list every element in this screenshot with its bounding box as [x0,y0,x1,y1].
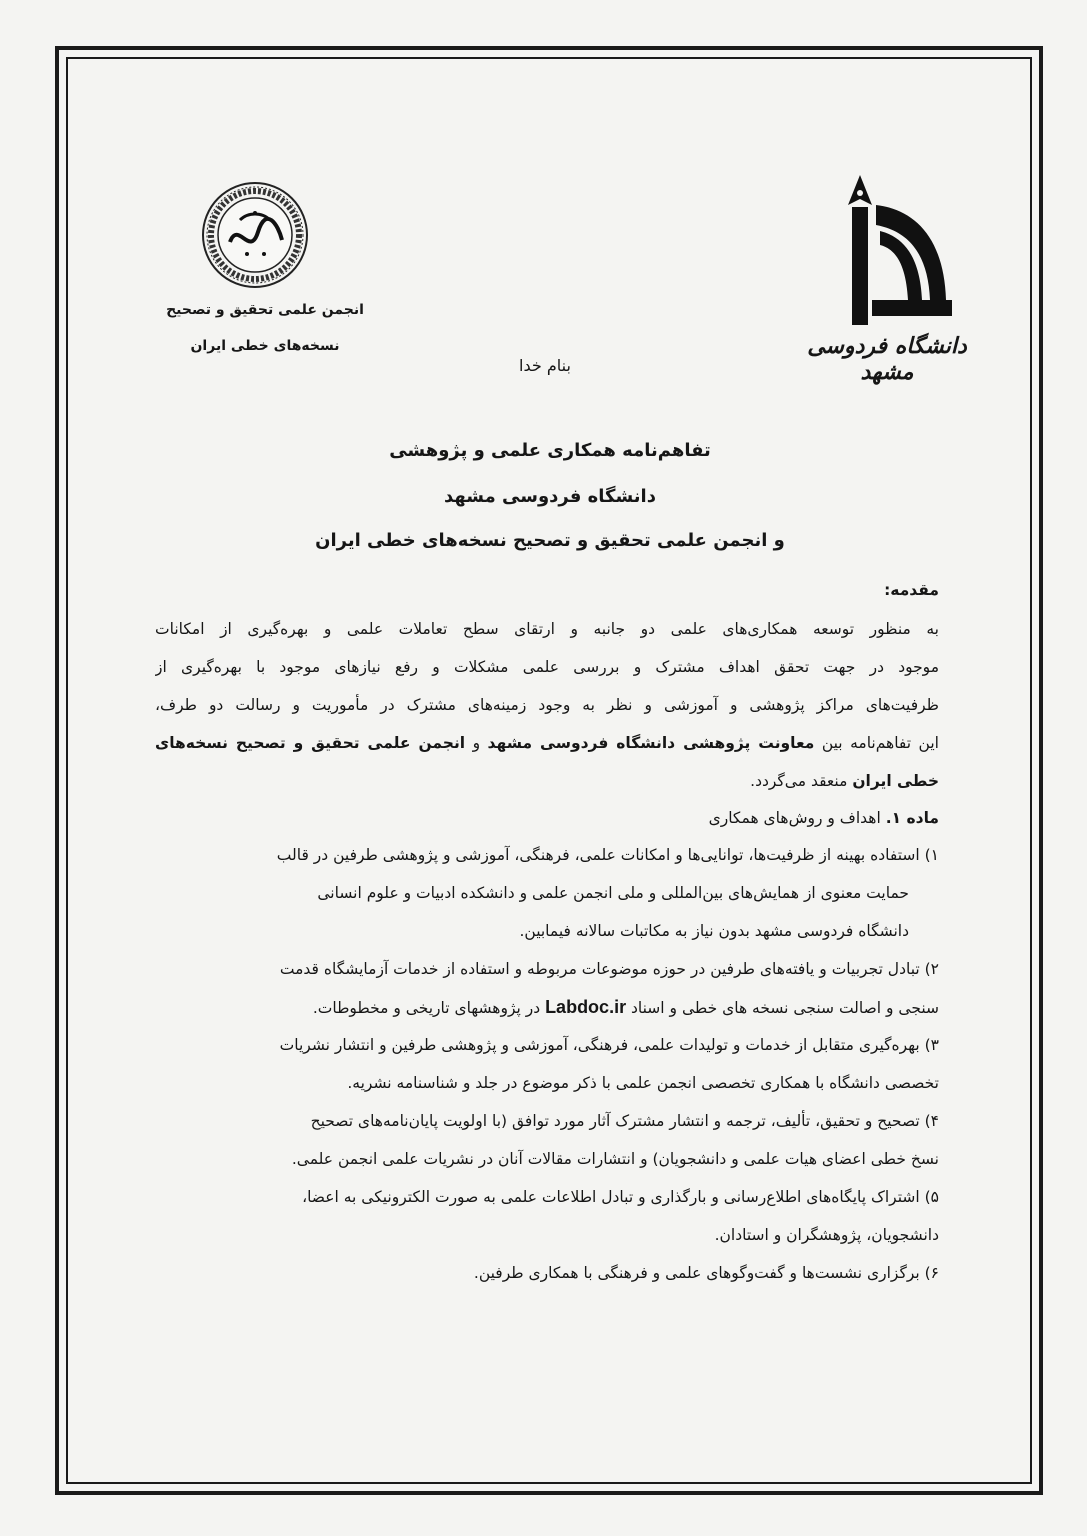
ferdowsi-university-logo [807,165,967,385]
labdoc-link[interactable]: Labdoc.ir [545,997,627,1017]
article-item-5 [155,1178,939,1254]
item-line: ۳) بهره‌گیری متقابل از خدمات و تولیدات علمی، فرهنگی، آموزشی و پژوهشی طرفین و انتشار نشریات [279,1036,939,1054]
item-text: سنجی و اصالت سنجی نسخه های خطی و اسناد [626,999,939,1017]
intro-line-5 [155,762,939,800]
intro-text: این تفاهم‌نامه بین [814,734,939,752]
seal-caption-line2: نسخه‌های خطی ایران [190,338,340,354]
item-line [155,988,939,1026]
article-item-3 [155,1026,939,1102]
title-line-3: و انجمن علمی تحقیق و تصحیح نسخه‌های خطی ایران [315,530,785,551]
item-line: تخصصی دانشگاه با همکاری تخصصی انجمن علمی با ذکر موضوع در جلد و شناسنامه نشریه. [347,1074,939,1092]
item-text: در پژوهشهای تاریخی و مخطوطات. [312,999,546,1017]
item-line: ۵) اشتراک پایگاه‌های اطلاع‌رسانی و بارگذاری و تبادل اطلاعات علمی به صورت الکترونیکی به اعضا، [302,1188,939,1206]
intro-heading: مقدمه: [884,581,939,599]
item-line: حمایت معنوی از همایش‌های بین‌المللی و ملی انجمن علمی و دانشکده ادبیات و علوم انسانی [317,884,909,902]
item-line: ۶) برگزاری نشست‌ها و گفت‌وگوهای علمی و فرهنگی با همکاری طرفین. [473,1264,939,1282]
article-number: ماده ۱. [885,809,939,827]
article-title: اهداف و روش‌های همکاری [708,809,886,827]
intro-line-4 [155,724,939,762]
item-line: دانشگاه فردوسی مشهد بدون نیاز به مکاتبات سالانه فیمابین. [519,922,909,940]
title-line-1: تفاهم‌نامه همکاری علمی و پژوهشی [389,440,711,461]
intro-line-1: به منظور توسعه همکاری‌های علمی دو جانبه و ارتقای سطح تعاملات علمی و بهره‌گیری از امکانات [155,620,939,638]
intro-line-3: ظرفیت‌های مراکز پژوهشی و آموزشی و نظر به وجود زمینه‌های مشترک در مأموریت و رسالت دو طرف، [155,696,939,714]
association-seal-logo [200,180,310,294]
intro-party-2: انجمن علمی تحقیق و تصحیح نسخه‌های [155,734,466,752]
article-item-2 [155,950,939,1026]
article-1-heading [155,800,939,836]
intro-line-2: موجود در جهت تحقق اهداف مشترک و بررسی علمی مشکلات و رفع نیازهای موجود با بهره‌گیری از [155,658,939,676]
item-line: ۲) تبادل تجربیات و یافته‌های طرفین در حوزه موضوعات مربوطه و استفاده از خدمات آزمایشگاه قدمت [279,960,939,978]
article-item-4 [155,1102,939,1178]
intro-text: منعقد می‌گردد. [750,772,853,790]
item-line: دانشجویان، پژوهشگران و استادان. [714,1226,939,1244]
article-item-1 [155,836,939,950]
title-line-2: دانشگاه فردوسی مشهد [444,486,656,507]
item-line: ۴) تصحیح و تحقیق، تألیف، ترجمه و انتشار مشترک آثار مورد توافق (با اولویت پایان‌نامه‌های تصحیح [310,1112,939,1130]
intro-party-2-end: خطی ایران [852,772,939,790]
item-line: ۱) استفاده بهینه از ظرفیت‌ها، توانایی‌ها و امکانات علمی، فرهنگی، آموزشی و پژوهشی طرفین در قالب [276,846,939,864]
intro-party-1: معاونت پژوهشی دانشگاه فردوسی مشهد [487,734,815,752]
document-body [155,570,939,1292]
article-item-6 [155,1254,939,1292]
item-line: نسخ خطی اعضای هیات علمی و دانشجویان) و انتشارات مقالات آنان در نشریات علمی انجمن علمی. [291,1150,939,1168]
university-logo-text: دانشگاه فردوسی مشهد [807,333,967,385]
intro-text: و [465,734,488,752]
besmellah-heading: بنام خدا [519,356,571,375]
seal-caption-line1: انجمن علمی تحقیق و تصحیح [166,302,364,318]
